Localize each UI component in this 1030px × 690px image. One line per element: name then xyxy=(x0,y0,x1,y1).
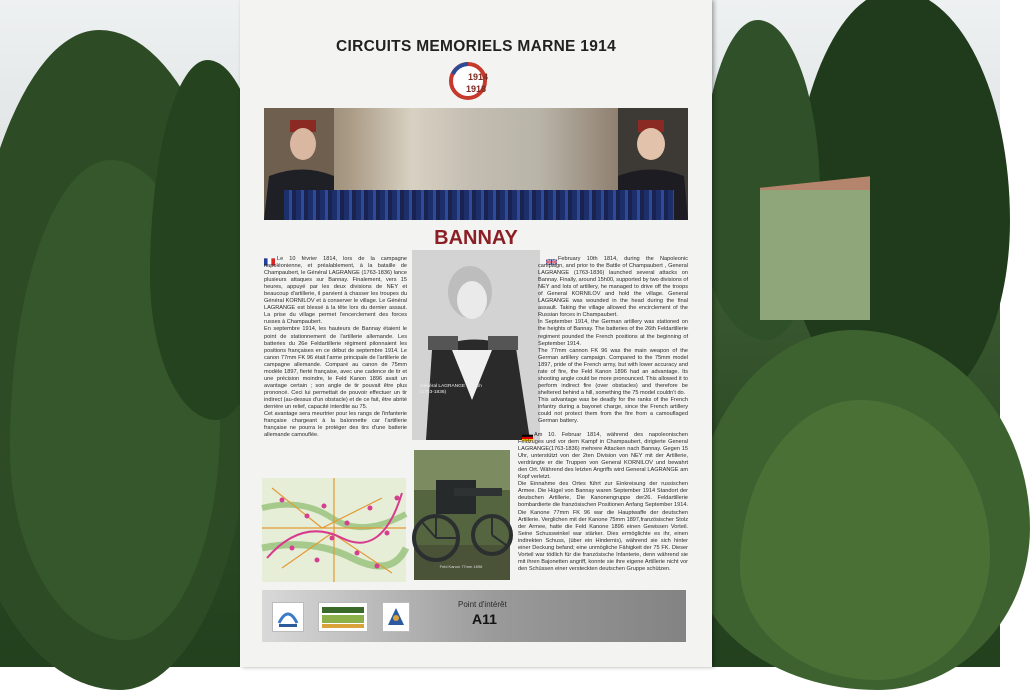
poi-code: A11 xyxy=(472,611,497,627)
community-logo xyxy=(318,602,368,632)
poi-label: Point d'intérêt xyxy=(458,600,507,609)
shed xyxy=(760,190,870,320)
sign-title: CIRCUITS MEMORIELS MARNE 1914 xyxy=(336,38,616,55)
sign-footer xyxy=(262,590,686,642)
tourism-logo-icon xyxy=(273,603,303,631)
english-text: February 10th 1814, during the Napoleonic campaign, and prior to the Battle of Champaubert , General LAGRANGE (1763-1836) launched several attacks on Bannay. Finally, around 15h00, supported by two divisions of NEY and lots of artillery, he managed to drive off the troops of General KORNILOV and hold the village. General LAGRANGE was wounded in the head during the final assault. Taking the village allowed the encirclement of the Russian forces in Champaubert. In September 1914, the German artillery was stationed on the heights of Bannay. The batteries of the 26th Feldartillerie regiment pounded the French positions at the beginning of September 1914. The 77mm cannon FK 96 was the main weapon of the German artillery campaign. Compared to the 75mm model 1897, pride of the French army, but with lower accuracy and rate of fire, the Feld Kanon 1896 had an advantage. Its shooting angle could be more pronounced. This allowed it to perform indirect fire (over obstacles) and therefore be sheltered behind a hill, something the 75 model couldn't do. This advantage was be deadly for the ranks of the French infantry during a bayonet charge, since the French artillery could not protect them from the fire from a camouflaged German battery. xyxy=(538,256,688,425)
general-lagrange-portrait xyxy=(412,250,540,440)
place-name: BANNAY xyxy=(434,227,518,249)
emblem-year-start: 1914 xyxy=(468,72,489,82)
department-logo-icon xyxy=(383,603,409,631)
field-cannon-photo xyxy=(414,450,510,580)
german-text: Am 10. Februar 1814, während des napoleonischen Feldzuges und vor dem Kampf in Champaubert, dirigierte General LAGRANGE(1763-1836) mehrere Attacken nach Bannay. Gegen 15 Uhr, unterstützt von der 2ten Division von NEY mit der Artillerie, verdrängte er die Truppen von General KORNILOV und bewahrt den Ort. Während des letzten Angriffs wird General LAGRANGE am Kopf verletzt. Die Einnahme des Ortes führt zur Einkreisung der russischen Armee. Die Hügel von Bannay waren September 1914 Standort der deutschen Artillerie, Die Kanonengruppe der26. Feldartillerie bombardierte die französischen Positionen Anfang September 1914. Die Kanone 77mm FK 96 war die Hauptwaffe der deutschen Artillerie. Verglichen mit der Kanone 75mm 1897,französischer Stolz der Armee, hatte die Feld Kanone 1896 einen Gewissen Vorteil. Seine Schusswinkel war stärker. Dies ermöglichte es ihr, einen indirekten Schuss, (über ein Hindernis), während sie sich hinter einer Deckung befand; eine unmögliche Fähigkeit der 75 FK. Dieser Vorteil war tödlich für die französische Infanterie, denn während sie mit ihren Bajonetten angriff, konnte sie ihre eigene Artillerie nicht vor den Schüssen einer versteckten deutschen Gruppe schützen. xyxy=(518,432,688,572)
lagrange-engraving xyxy=(412,250,540,440)
emblem-year-end: 1918 xyxy=(466,84,487,94)
photo-caption: Feld Kanon 77mm 1896 xyxy=(439,564,483,569)
map-drawing xyxy=(262,478,406,582)
historic-banner-image xyxy=(264,108,688,220)
portrait-caption: Général LAGRANGE Joseph (1763-1836) xyxy=(420,384,482,395)
community-logo-icon xyxy=(319,603,367,631)
tourism-logo xyxy=(272,602,304,632)
cannon-drawing xyxy=(414,450,510,580)
marching-troops xyxy=(284,190,674,220)
french-text: Le 10 février 1814, lors de la campagne napoléonienne, et préalablement, à la bataille de Champaubert, le Général LAGRANGE (1763-1836) lance plusieurs attaques sur Bannay. Finalement, vers 15 heures, appuyé par les deux divisions de NEY et beaucoup d'artillerie, il parvient à chasser les troupes du Général KORNILOV et à conserver le village. Le Général LAGRANGE est blessé à la tête lors du dernier assaut. La prise du village permet l'encerclement des forces russes à Champaubert. En septembre 1914, les hauteurs de Bannay étaient le point de stationnement de l'artillerie allemande. Les batteries du 26e Feldartillerie régiment pilonnaient les positions françaises en ce début de septembre 1914. Le canon 77mm FK 96 était l'arme principale de l'artillerie de campagne allemande. Comparé au canon de 75mm modèle 1897, fierté française, avec une cadence de tir et une précision moindre, le Feld Kanon 1896 avait un avantage certain ; son angle de tir pouvait être plus prononcé. Ceci lui permettait de pouvoir effectuer un tir indirect (au-dessus d'un obstacle) et de ce fait, être abrité derrière un relief, capacité interdite au 75. Cet avantage sera meurtrier pour les rangs de l'infanterie française chargeant à la baïonnette car l'artillerie française ne pourra le protéger des tirs d'une batterie allemande camouflée. xyxy=(264,256,407,439)
information-sign xyxy=(240,0,712,667)
circuit-map xyxy=(262,478,406,582)
department-logo xyxy=(382,602,410,632)
